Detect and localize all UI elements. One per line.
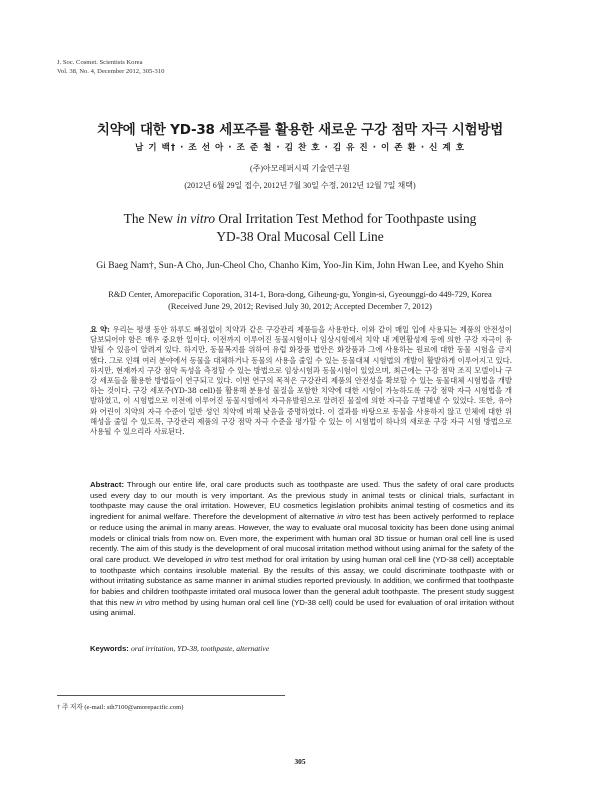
footnote-corresponding-author: † 주 저자 (e-mail: sth7100@amorepacific.com) xyxy=(57,704,184,711)
title-english-line2: YD-38 Oral Mucosal Cell Line xyxy=(216,229,384,244)
title-english-line1 xyxy=(0,210,600,228)
affiliation-english: R&D Center, Amorepacific Coporation, 314-1, Bora-dong, Giheung-gu, Yongin-si, Gyeounggi-do 449-729, Korea xyxy=(108,290,492,299)
abstract-text: test method for oral irritation by using human oral cell line (YD-38 cell) acceptable to toothpaste which contains insoluble material. By the results of this assay, we could discriminate toothpaste with or without irritating substance as same manner in animal studies reported previously. In addition, we confirmed that toothpaste for babies and children toothpaste irritated oral musoca lower than the general adult toothpaste. The present study suggest that this new xyxy=(90,554,514,607)
abstract-text: Through our entire life, oral care products such as toothpaste are used. Thus the safety of oral care products used every day to our mouth is very important. As the previous study in animal tests or clinical trials, surfactant in toothpaste may cause the oral irritation. However, EU cosmetics legislation prohibits animal testing of cosmetics and its ingredient for animal welfare. Therefore the development of alternative xyxy=(90,480,514,522)
abstract-english-label: Abstract: xyxy=(90,480,125,489)
journal-volume: Vol. 38, No. 4, December 2012, 305-310 xyxy=(57,68,165,75)
abstract-english xyxy=(90,480,514,619)
title-text: Oral Irritation Test Method for Toothpaste using xyxy=(215,211,477,226)
title-text: The New xyxy=(123,211,177,226)
authors-english: Gi Baeg Nam†, Sun-A Cho, Jun-Cheol Cho, Chanho Kim, Yoo-Jin Kim, John Hwan Lee, and Kyeho Shin xyxy=(96,260,504,271)
keywords-text: oral irritation, YD-38, toothpaste, alternative xyxy=(130,644,270,653)
abstract-italic: in vitro xyxy=(337,512,361,522)
abstract-korean-label: 요 약: xyxy=(90,325,110,334)
journal-header xyxy=(57,58,164,76)
abstract-korean-text: 우리는 평생 동안 하루도 빠짐없이 치약과 같은 구강관리 제품들을 사용한다. 이와 같이 매일 입에 사용되는 제품의 안전성이 담보되어야 함은 매우 중요한 일이다. 이전까지 이루어진 동물시험이나 임상시험에서 치약 내 계면활성제 등에 의한 구강 자극이 유발될 수 있음이 알려져 있다. 하지만, 동물복지를 위하여 유럽 화장품 법안은 화장품과 그에 사용하는 원료에 대한 동물 시험을 금지했다. 그로 인해 여러 분야에서 동물을 대체하거나 동물의 사용을 줄일 수 있는 동물대체 시험법의 개발이 활발하게 이루어지고 있다. 하지만, 현재까지 구강 점막 독성을 측정할 수 있는 방법으로 임상시험과 동물시험이 있었으며, 최근에는 구강 점막 조직 모델이나 구강 세포들을 활용한 방법들이 연구되고 있다. 이번 연구의 목적은 구강관리 제품의 안전성을 확보할 수 있는 동물대체 시험법을 개발하는 것이다. 구강 세포주(YD-38 cell)를 활용해 분용성 물질을 포함한 치약에 대한 시험이 가능하도록 구강 점막 자극 시험법을 개발하였고, 이 시험법으로 이전에 이루어진 동물시험에서 자극유발원으로 알려진 물질에 의한 자극을 구별해낼 수 있었다. 또한, 유아와 어린이 치약의 자극 수준이 일반 성인 치약에 비해 낮음을 증명하였다. 이 결과를 바탕으로 동물을 사용하지 않고 인체에 대한 위해성을 줄일 수 있도록, 구강관리 제품의 구강 점막 자극 수준을 평가할 수 있는 이 시험법이 하나의 새로운 구강 자극 시험 방법으로 사용될 수 있으리라 사료된다. xyxy=(90,325,512,437)
abstract-italic: in vitro xyxy=(136,597,160,607)
abstract-text: method by using human oral cell line (YD-38 cell) could be used for evaluation of oral irritation without using animal. xyxy=(90,597,515,618)
authors-korean: 남 기 백† · 조 선 아 · 조 준 철 · 김 찬 호 · 김 유 진 · 이 존 환 · 신 계 호 xyxy=(134,143,465,153)
affiliation-korean: (주)아모레퍼시픽 기술연구원 xyxy=(249,164,351,173)
journal-name: J. Soc. Cosmet. Scientists Korea xyxy=(57,59,143,66)
keywords xyxy=(90,644,269,653)
keywords-label: Keywords: xyxy=(90,644,129,653)
abstract-italic: in vitro xyxy=(205,554,229,564)
dates-korean: (2012년 6월 29일 접수, 2012년 7월 30일 수정, 2012년 12월 7일 채택) xyxy=(184,181,416,190)
footnote-divider xyxy=(57,695,285,696)
received-dates-english: (Received June 29, 2012; Revised July 30, 2012; Accepted December 7, 2012) xyxy=(168,302,432,311)
title-italic: in vitro xyxy=(176,211,216,226)
title-english xyxy=(0,210,600,246)
page-number: 305 xyxy=(294,757,306,766)
affiliation-english-block xyxy=(0,289,600,313)
abstract-korean xyxy=(90,325,512,437)
abstract-text: test has been actively performed to replace or reduce using the animal in many areas. However, the way to evaluate oral mucosal toxicity has been done using animal models or clinical trials from now on. Even more, the experiment with human oral 3D tissue or human oral cell line is used recently. The aim of this study is the development of oral mucosal irritation method without using animal for the safety of the oral care product. We developed xyxy=(90,512,514,564)
title-korean: 치약에 대한 YD-38 세포주를 활용한 새로운 구강 점막 자극 시험방법 xyxy=(96,122,504,138)
